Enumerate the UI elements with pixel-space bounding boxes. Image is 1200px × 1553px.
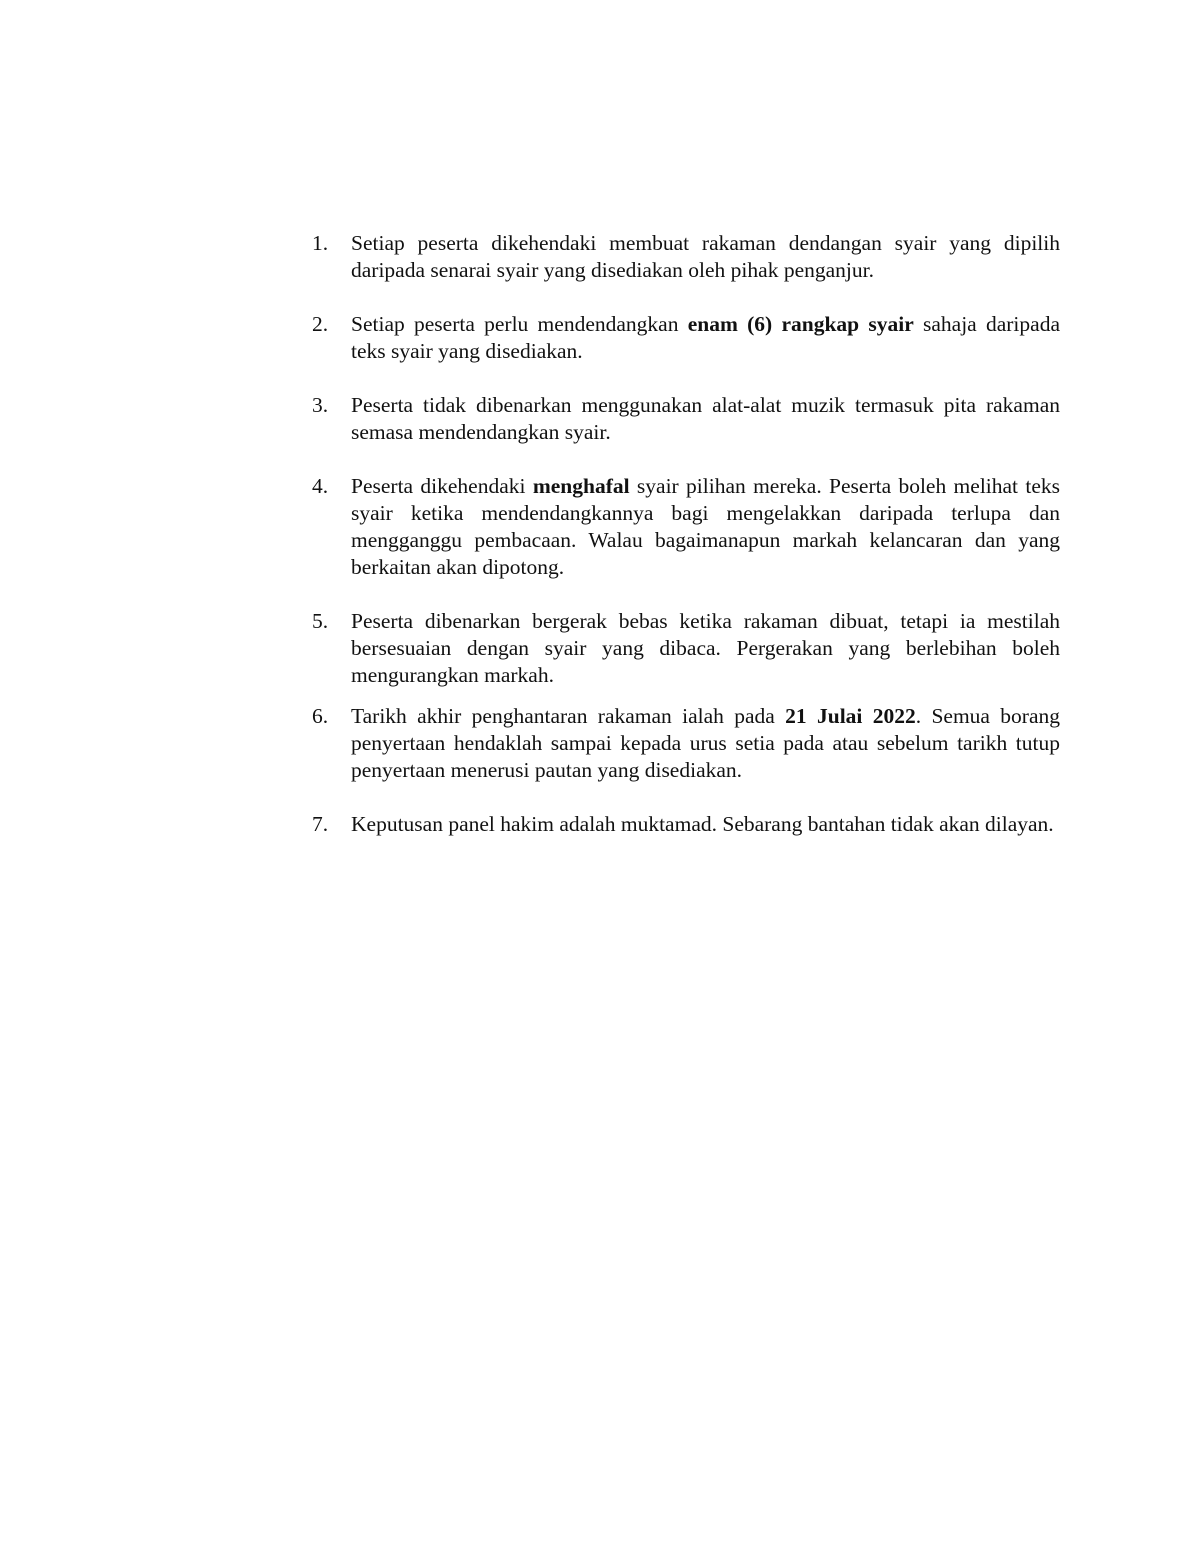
rule-text-part: Peserta dibenarkan bergerak bebas ketika rakaman dibuat, tetapi ia mestilah bersesuaian dengan syair yang dibaca. Pergerakan yang berlebihan boleh mengurangkan markah. (351, 609, 1060, 687)
rule-text-part: Setiap peserta dikehendaki membuat rakaman dendangan syair yang dipilih daripada senarai syair yang disediakan oleh pihak penganjur. (351, 231, 1060, 282)
rule-number: 3. (312, 393, 329, 417)
rule-text-part: syair pilihan mereka. Peserta boleh melihat teks syair ketika mendendangkannya bagi mengelakkan daripada terlupa dan mengganggu pembacaan. Walau bagaimanapun markah kelancaran dan yang berkaitan akan dipotong. (351, 474, 1060, 579)
rule-number: 6. (312, 704, 329, 728)
rule-text-part: Peserta dikehendaki (351, 474, 533, 498)
rule-text (351, 608, 1060, 689)
rule-number: 2. (312, 312, 329, 336)
rule-item-3 (312, 392, 1060, 446)
rule-text-part: Peserta tidak dibenarkan menggunakan alat-alat muzik termasuk pita rakaman semasa mendendangkan syair. (351, 393, 1060, 444)
rule-number: 5. (312, 609, 329, 633)
rule-text (351, 473, 1060, 581)
rule-number: 1. (312, 231, 329, 255)
rule-text-part: Tarikh akhir penghantaran rakaman ialah pada (351, 704, 786, 728)
rule-text-part: Setiap peserta perlu mendendangkan (351, 312, 688, 336)
rule-text-part: Keputusan panel hakim adalah muktamad. Sebarang bantahan tidak akan dilayan. (351, 812, 1054, 836)
rule-text-bold: menghafal (532, 474, 630, 498)
rule-item-5 (312, 608, 1060, 689)
rule-item-1 (312, 230, 1060, 284)
rule-text-bold: enam (6) rangkap syair (687, 312, 914, 336)
rule-item-6 (312, 703, 1060, 784)
rule-text-bold: 21 Julai 2022 (785, 704, 916, 728)
rule-text (351, 311, 1060, 365)
rule-text (351, 811, 1060, 838)
rule-number: 7. (312, 812, 329, 836)
rule-item-2 (312, 311, 1060, 365)
rule-text-part: sahaja daripada teks syair yang disediakan. (351, 312, 1060, 363)
rule-text (351, 392, 1060, 446)
rule-number: 4. (312, 474, 329, 498)
rules-list (312, 230, 1060, 865)
rule-item-7 (312, 811, 1060, 838)
rule-text (351, 230, 1060, 284)
rule-text-part: . Semua borang penyertaan hendaklah sampai kepada urus setia pada atau sebelum tarikh tutup penyertaan menerusi pautan yang disediakan. (351, 704, 1061, 782)
rule-item-4 (312, 473, 1060, 581)
rule-text (351, 703, 1060, 784)
